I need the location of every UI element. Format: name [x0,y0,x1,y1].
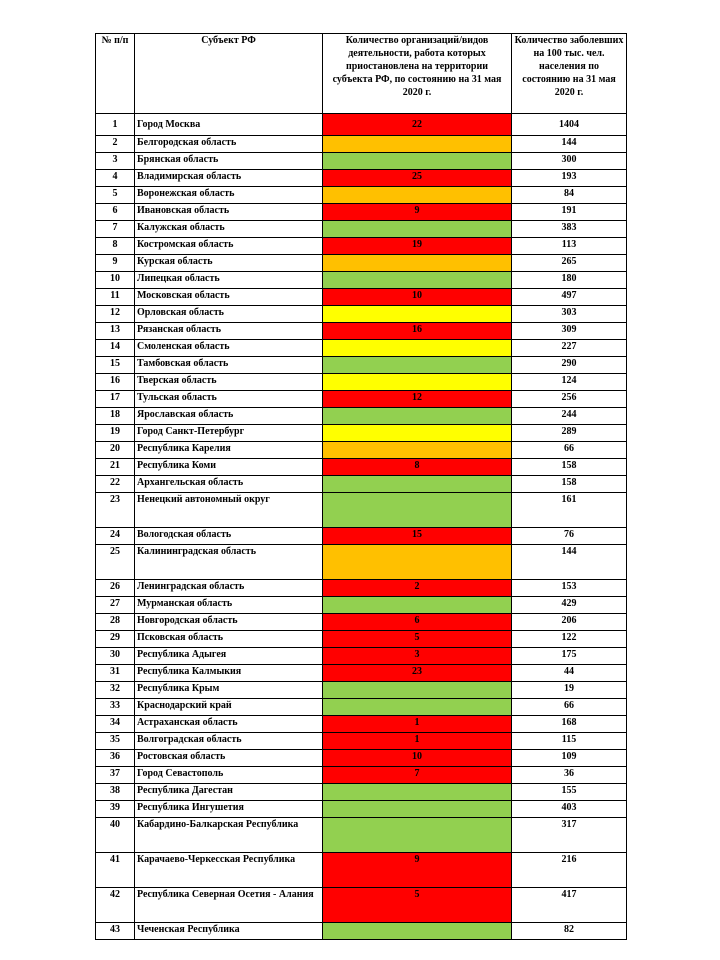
row-number: 12 [96,306,135,323]
region-name: Республика Крым [135,682,323,699]
region-name: Республика Дагестан [135,784,323,801]
suspended-count-cell [323,442,512,459]
cases-per-100k: 36 [512,767,627,784]
row-number: 18 [96,408,135,425]
table-row [96,528,627,545]
row-number: 37 [96,767,135,784]
row-number: 10 [96,272,135,289]
suspended-count-cell [323,699,512,716]
row-number: 3 [96,153,135,170]
cases-per-100k: 144 [512,545,627,580]
row-number: 1 [96,114,135,136]
table-row [96,648,627,665]
region-name: Тамбовская область [135,357,323,374]
table-row [96,580,627,597]
row-number: 39 [96,801,135,818]
cases-per-100k: 115 [512,733,627,750]
suspended-count-cell [323,801,512,818]
region-name: Республика Северная Осетия - Алания [135,888,323,923]
region-name: Рязанская область [135,323,323,340]
region-name: Калужская область [135,221,323,238]
region-name: Ненецкий автономный округ [135,493,323,528]
suspended-count-cell [323,545,512,580]
region-name: Владимирская область [135,170,323,187]
region-name: Республика Ингушетия [135,801,323,818]
suspended-count-cell [323,682,512,699]
row-number: 4 [96,170,135,187]
table-row [96,682,627,699]
row-number: 20 [96,442,135,459]
table-row [96,631,627,648]
row-number: 35 [96,733,135,750]
row-number: 28 [96,614,135,631]
table-row [96,425,627,442]
suspended-count-cell [323,784,512,801]
cases-per-100k: 417 [512,888,627,923]
header-cases: Количество заболевших на 100 тыс. чел. населения по состоянию на 31 мая 2020 г. [512,34,627,114]
cases-per-100k: 122 [512,631,627,648]
table-header-row [96,34,627,114]
region-name: Кабардино-Балкарская Республика [135,818,323,853]
row-number: 31 [96,665,135,682]
cases-per-100k: 124 [512,374,627,391]
region-name: Костромская область [135,238,323,255]
table-row [96,716,627,733]
table-row [96,374,627,391]
region-name: Белгородская область [135,136,323,153]
suspended-count-cell: 1 [323,716,512,733]
row-number: 34 [96,716,135,733]
region-name: Волгоградская область [135,733,323,750]
region-name: Чеченская Республика [135,923,323,940]
table-row [96,114,627,136]
table-row [96,391,627,408]
table-row [96,545,627,580]
region-name: Республика Карелия [135,442,323,459]
suspended-count-cell: 23 [323,665,512,682]
cases-per-100k: 109 [512,750,627,767]
region-name: Калининградская область [135,545,323,580]
header-num: № п/п [96,34,135,114]
suspended-count-cell: 5 [323,631,512,648]
cases-per-100k: 158 [512,476,627,493]
cases-per-100k: 206 [512,614,627,631]
region-name: Псковская область [135,631,323,648]
suspended-count-cell: 22 [323,114,512,136]
regions-table [95,33,627,940]
suspended-count-cell: 12 [323,391,512,408]
row-number: 22 [96,476,135,493]
suspended-count-cell: 9 [323,853,512,888]
table-row [96,153,627,170]
region-name: Архангельская область [135,476,323,493]
row-number: 15 [96,357,135,374]
table-row [96,204,627,221]
table-row [96,136,627,153]
suspended-count-cell [323,272,512,289]
row-number: 38 [96,784,135,801]
suspended-count-cell [323,923,512,940]
row-number: 33 [96,699,135,716]
suspended-count-cell: 8 [323,459,512,476]
region-name: Московская область [135,289,323,306]
region-name: Город Санкт-Петербург [135,425,323,442]
table-row [96,459,627,476]
suspended-count-cell [323,255,512,272]
region-name: Орловская область [135,306,323,323]
region-name: Город Москва [135,114,323,136]
cases-per-100k: 216 [512,853,627,888]
cases-per-100k: 66 [512,442,627,459]
table-row [96,801,627,818]
header-count: Количество организаций/видов деятельности, работа которых приостановлена на территории субъекта РФ, по состоянию на 31 мая 2020 г. [323,34,512,114]
suspended-count-cell [323,493,512,528]
suspended-count-cell [323,306,512,323]
region-name: Тульская область [135,391,323,408]
region-name: Астраханская область [135,716,323,733]
suspended-count-cell: 2 [323,580,512,597]
cases-per-100k: 161 [512,493,627,528]
suspended-count-cell: 10 [323,289,512,306]
region-name: Республика Калмыкия [135,665,323,682]
header-region: Субъект РФ [135,34,323,114]
cases-per-100k: 66 [512,699,627,716]
suspended-count-cell [323,374,512,391]
table-row [96,733,627,750]
table-row [96,340,627,357]
suspended-count-cell [323,818,512,853]
table-row [96,272,627,289]
row-number: 24 [96,528,135,545]
region-name: Брянская область [135,153,323,170]
suspended-count-cell [323,340,512,357]
table-row [96,238,627,255]
cases-per-100k: 429 [512,597,627,614]
table-row [96,923,627,940]
row-number: 17 [96,391,135,408]
region-name: Ленинградская область [135,580,323,597]
cases-per-100k: 84 [512,187,627,204]
region-name: Краснодарский край [135,699,323,716]
suspended-count-cell: 15 [323,528,512,545]
table-row [96,614,627,631]
table-row [96,699,627,716]
cases-per-100k: 44 [512,665,627,682]
table-row [96,818,627,853]
cases-per-100k: 244 [512,408,627,425]
table-row [96,888,627,923]
cases-per-100k: 193 [512,170,627,187]
table-row [96,170,627,187]
region-name: Карачаево-Черкесская Республика [135,853,323,888]
suspended-count-cell: 6 [323,614,512,631]
row-number: 23 [96,493,135,528]
cases-per-100k: 158 [512,459,627,476]
row-number: 16 [96,374,135,391]
table-row [96,255,627,272]
cases-per-100k: 303 [512,306,627,323]
suspended-count-cell: 1 [323,733,512,750]
suspended-count-cell [323,136,512,153]
table-body [96,114,627,940]
region-name: Ивановская область [135,204,323,221]
region-name: Мурманская область [135,597,323,614]
row-number: 2 [96,136,135,153]
region-name: Новгородская область [135,614,323,631]
region-name: Смоленская область [135,340,323,357]
suspended-count-cell [323,357,512,374]
row-number: 7 [96,221,135,238]
suspended-count-cell: 10 [323,750,512,767]
document-sheet [95,33,627,940]
region-name: Республика Адыгея [135,648,323,665]
suspended-count-cell: 25 [323,170,512,187]
row-number: 42 [96,888,135,923]
table-row [96,187,627,204]
table-row [96,323,627,340]
row-number: 27 [96,597,135,614]
row-number: 19 [96,425,135,442]
cases-per-100k: 317 [512,818,627,853]
region-name: Липецкая область [135,272,323,289]
region-name: Воронежская область [135,187,323,204]
row-number: 13 [96,323,135,340]
table-row [96,408,627,425]
cases-per-100k: 227 [512,340,627,357]
row-number: 29 [96,631,135,648]
cases-per-100k: 256 [512,391,627,408]
row-number: 25 [96,545,135,580]
row-number: 6 [96,204,135,221]
table-row [96,442,627,459]
cases-per-100k: 1404 [512,114,627,136]
row-number: 11 [96,289,135,306]
region-name: Тверская область [135,374,323,391]
table-row [96,357,627,374]
cases-per-100k: 144 [512,136,627,153]
cases-per-100k: 113 [512,238,627,255]
table-row [96,665,627,682]
suspended-count-cell: 19 [323,238,512,255]
row-number: 14 [96,340,135,357]
suspended-count-cell [323,187,512,204]
row-number: 5 [96,187,135,204]
cases-per-100k: 300 [512,153,627,170]
cases-per-100k: 19 [512,682,627,699]
row-number: 9 [96,255,135,272]
cases-per-100k: 383 [512,221,627,238]
suspended-count-cell [323,597,512,614]
table-row [96,476,627,493]
suspended-count-cell: 3 [323,648,512,665]
region-name: Вологодская область [135,528,323,545]
region-name: Курская область [135,255,323,272]
suspended-count-cell: 16 [323,323,512,340]
cases-per-100k: 153 [512,580,627,597]
suspended-count-cell: 5 [323,888,512,923]
cases-per-100k: 289 [512,425,627,442]
cases-per-100k: 265 [512,255,627,272]
table-row [96,784,627,801]
cases-per-100k: 155 [512,784,627,801]
table-row [96,306,627,323]
row-number: 43 [96,923,135,940]
row-number: 21 [96,459,135,476]
region-name: Республика Коми [135,459,323,476]
region-name: Ярославская область [135,408,323,425]
cases-per-100k: 403 [512,801,627,818]
suspended-count-cell [323,408,512,425]
row-number: 40 [96,818,135,853]
table-row [96,221,627,238]
row-number: 8 [96,238,135,255]
row-number: 41 [96,853,135,888]
row-number: 32 [96,682,135,699]
table-row [96,767,627,784]
suspended-count-cell [323,476,512,493]
suspended-count-cell: 9 [323,204,512,221]
cases-per-100k: 497 [512,289,627,306]
cases-per-100k: 168 [512,716,627,733]
cases-per-100k: 76 [512,528,627,545]
table-row [96,853,627,888]
row-number: 30 [96,648,135,665]
cases-per-100k: 82 [512,923,627,940]
row-number: 26 [96,580,135,597]
table-row [96,493,627,528]
table-row [96,289,627,306]
cases-per-100k: 191 [512,204,627,221]
cases-per-100k: 180 [512,272,627,289]
cases-per-100k: 309 [512,323,627,340]
region-name: Ростовская область [135,750,323,767]
cases-per-100k: 175 [512,648,627,665]
table-row [96,750,627,767]
suspended-count-cell: 7 [323,767,512,784]
table-row [96,597,627,614]
suspended-count-cell [323,221,512,238]
cases-per-100k: 290 [512,357,627,374]
region-name: Город Севастополь [135,767,323,784]
suspended-count-cell [323,425,512,442]
row-number: 36 [96,750,135,767]
suspended-count-cell [323,153,512,170]
